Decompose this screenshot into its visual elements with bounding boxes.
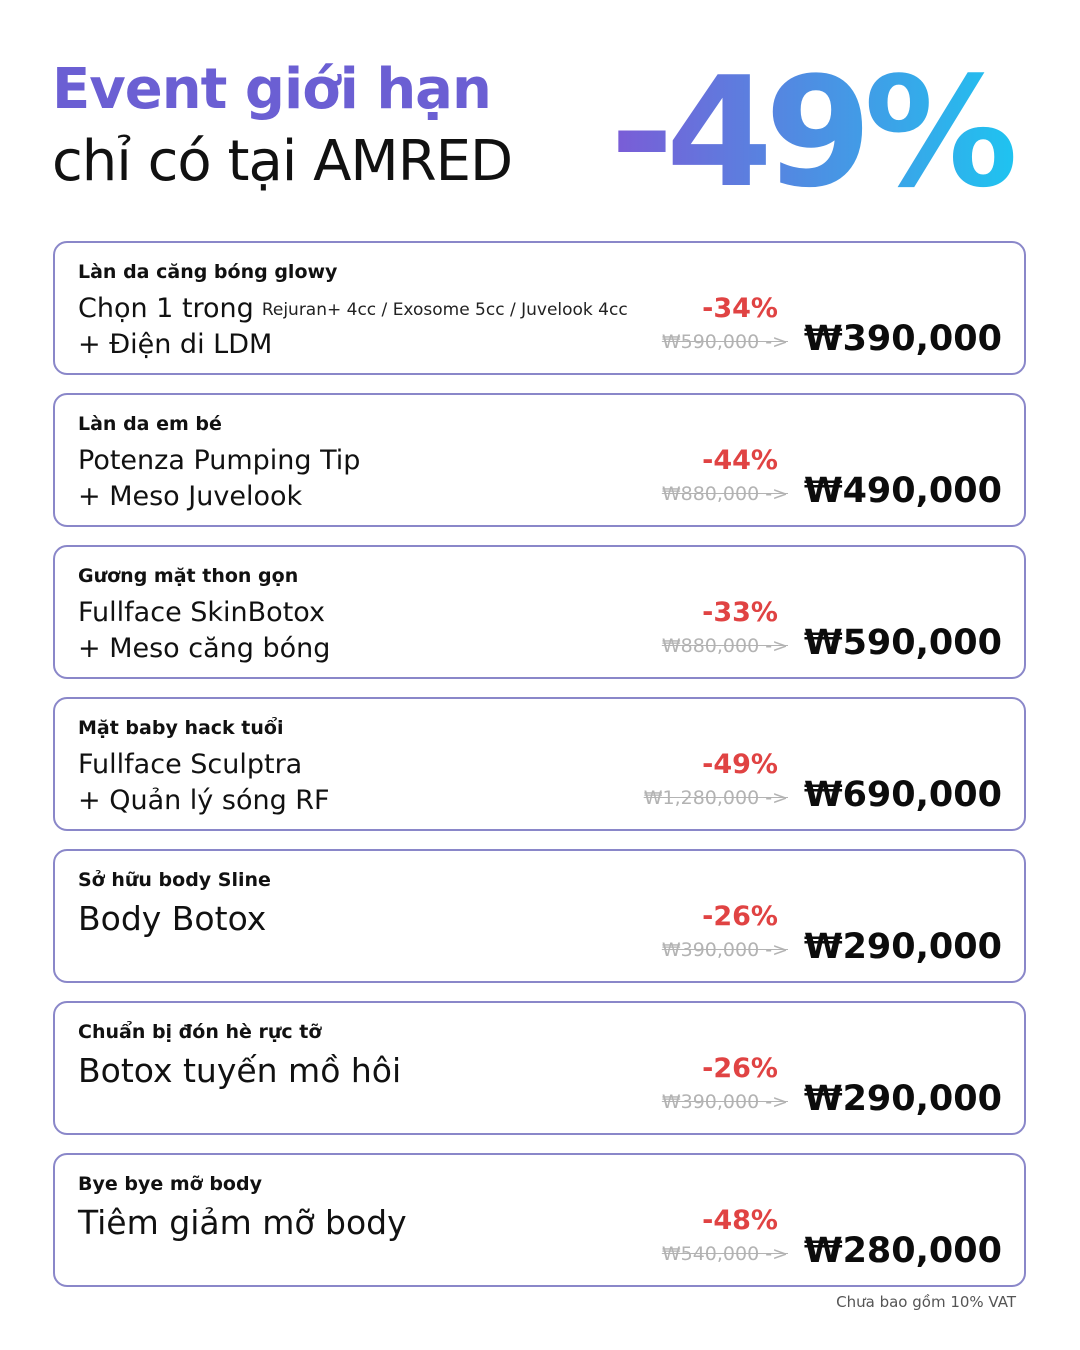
- offer-price: ₩390,000: [803, 319, 1002, 359]
- offer-line-2: + Quản lý sóng RF: [78, 785, 330, 816]
- offer-price: ₩290,000: [803, 1079, 1002, 1119]
- offer-card[interactable]: [53, 849, 1026, 983]
- offer-price: ₩490,000: [803, 471, 1002, 511]
- offer-line-1: Fullface Sculptra: [78, 749, 303, 780]
- big-discount-text: -49%: [610, 44, 1014, 210]
- offer-old-price: ₩540,000 ->: [661, 1243, 788, 1265]
- header: [52, 54, 512, 198]
- offer-old-price: ₩390,000 ->: [661, 1091, 788, 1113]
- offer-line-1: Fullface SkinBotox: [78, 597, 325, 628]
- offer-line-2: + Meso căng bóng: [78, 633, 331, 664]
- title-line-2: chỉ có tại AMRED: [52, 129, 513, 194]
- offer-options: Rejuran+ 4cc / Exosome 5cc / Juvelook 4cc: [261, 300, 628, 320]
- offer-line-1-text: Chọn 1 trong: [78, 293, 254, 324]
- offer-old-price: ₩880,000 ->: [661, 635, 788, 657]
- offer-line-1: Potenza Pumping Tip: [78, 445, 361, 476]
- offer-card[interactable]: [53, 241, 1026, 375]
- offer-discount: -48%: [702, 1205, 778, 1236]
- offer-price: ₩290,000: [803, 927, 1002, 967]
- offer-old-price: ₩390,000 ->: [661, 939, 788, 961]
- offer-line-1: Body Botox: [78, 899, 267, 938]
- offer-category: Mặt baby hack tuổi: [78, 717, 284, 739]
- offer-card[interactable]: [53, 1153, 1026, 1287]
- offer-category: Làn da em bé: [78, 413, 222, 435]
- offer-discount: -33%: [702, 597, 778, 628]
- offer-card[interactable]: [53, 393, 1026, 527]
- offer-discount: -26%: [702, 1053, 778, 1084]
- offer-line-2: + Điện di LDM: [78, 329, 273, 360]
- offer-price: ₩280,000: [803, 1231, 1002, 1271]
- offer-card[interactable]: [53, 545, 1026, 679]
- big-discount: [600, 40, 1020, 210]
- offer-discount: -34%: [702, 293, 778, 324]
- offer-line-2: + Meso Juvelook: [78, 481, 303, 512]
- offer-price: ₩690,000: [803, 775, 1002, 815]
- offer-card[interactable]: [53, 697, 1026, 831]
- offer-old-price: ₩880,000 ->: [661, 483, 788, 505]
- offer-line-1: Botox tuyến mồ hôi: [78, 1051, 402, 1090]
- vat-note: Chưa bao gồm 10% VAT: [836, 1293, 1016, 1311]
- title-line-1: Event giới hạn: [52, 57, 491, 122]
- offer-discount: -26%: [702, 901, 778, 932]
- offer-category: Sở hữu body Sline: [78, 869, 271, 891]
- offer-price: ₩590,000: [803, 623, 1002, 663]
- offer-line-1: Tiêm giảm mỡ body: [78, 1203, 407, 1242]
- offer-category: Chuẩn bị đón hè rực tỡ: [78, 1021, 322, 1043]
- offer-category: Bye bye mỡ body: [78, 1173, 262, 1195]
- offer-discount: -44%: [702, 445, 778, 476]
- offer-category: Làn da căng bóng glowy: [78, 261, 338, 283]
- offer-old-price: ₩1,280,000 ->: [643, 787, 788, 809]
- offer-card[interactable]: [53, 1001, 1026, 1135]
- offer-discount: -49%: [702, 749, 778, 780]
- offer-old-price: ₩590,000 ->: [661, 331, 788, 353]
- offer-line-1: [78, 293, 628, 324]
- offer-category: Gương mặt thon gọn: [78, 565, 299, 587]
